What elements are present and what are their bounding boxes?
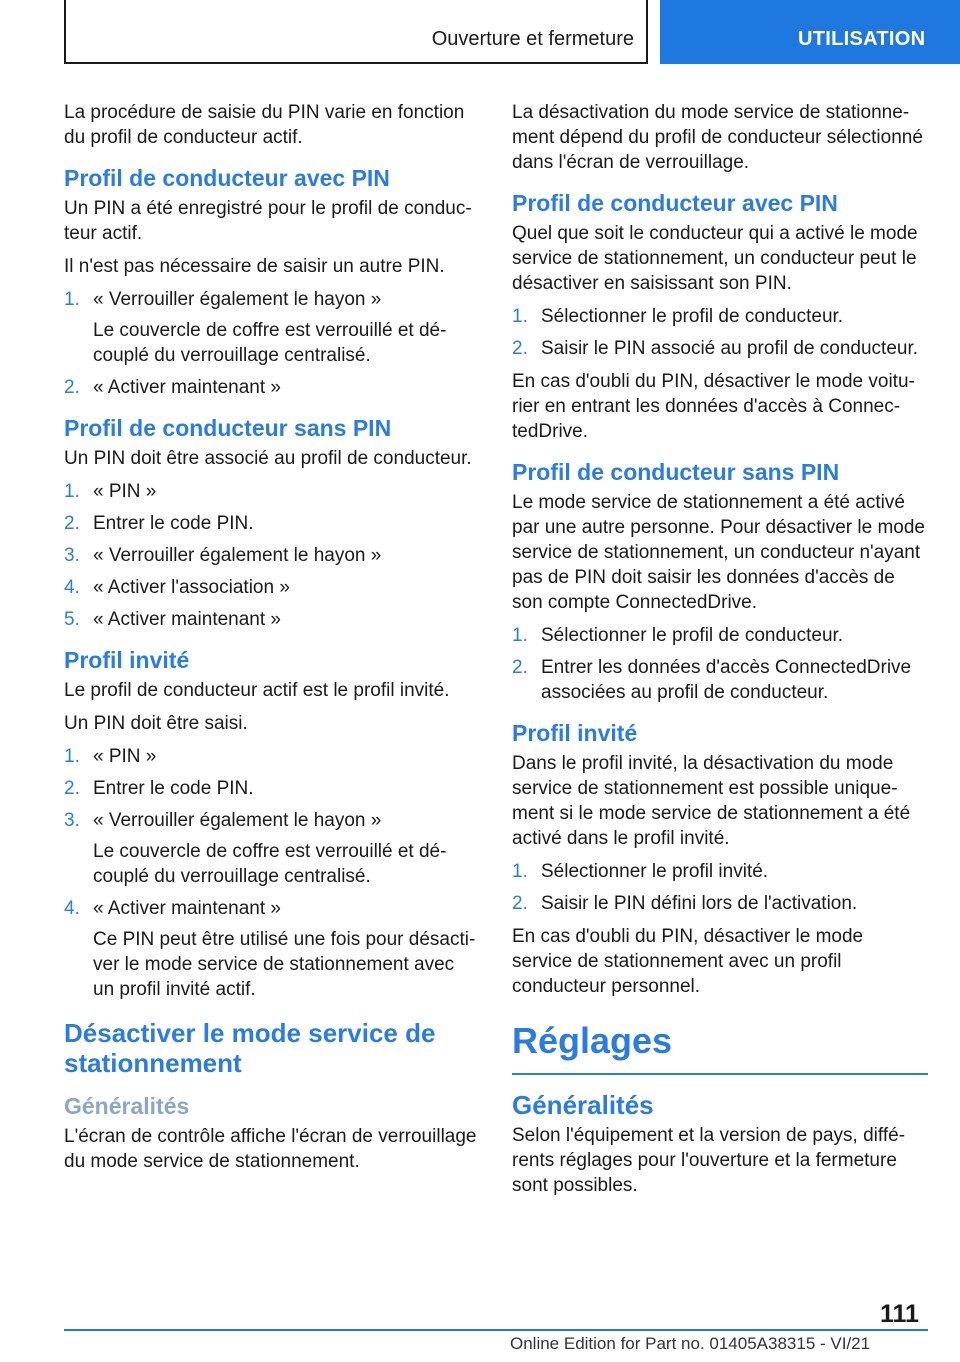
heading-generalites: Généralités <box>64 1093 190 1119</box>
steps-invite <box>64 744 480 1002</box>
step-text: Saisir le PIN associé au profil de conducteur. <box>541 338 919 359</box>
list-item <box>64 896 480 1002</box>
paragraph: En cas d'oubli du PIN, désactiver le mode service de stationnement avec un profil conducteur personnel. <box>512 926 864 997</box>
step-text: « Activer l'association » <box>93 577 290 598</box>
step-number: 2. <box>64 377 80 398</box>
step-number: 3. <box>64 545 80 566</box>
steps-invite <box>512 859 928 916</box>
heading-invite: Profil invité <box>512 720 638 746</box>
step-text: Sélectionner le profil invité. <box>541 861 769 882</box>
heading-desactiver: Désactiver le mode service de stationnement <box>64 1018 436 1078</box>
step-number: 1. <box>512 625 528 646</box>
step-text: « Verrouiller également le hayon » <box>93 810 382 831</box>
step-note: Ce PIN peut être utilisé une fois pour désactiver le mode service de stationnement avec un profil invité actif. <box>93 929 476 1000</box>
list-item <box>64 287 480 368</box>
paragraph: Le mode service de stationnement a été activé par une autre personne. Pour désactiver le mode service de stationnement, un conducteur n'ayant pas de PIN doit saisir les données d'accès de son compte ConnectedDrive. <box>512 492 925 613</box>
step-number: 4. <box>64 898 80 919</box>
list-item <box>512 859 928 884</box>
step-number: 2. <box>512 893 528 914</box>
left-column <box>64 100 480 1182</box>
step-note: Le couvercle de coffre est verrouillé et découplé du verrouillage centralisé. <box>93 841 447 887</box>
list-item <box>64 744 480 769</box>
steps-avec-pin <box>64 287 480 400</box>
list-item <box>64 607 480 632</box>
heading-invite: Profil invité <box>64 647 190 673</box>
step-number: 3. <box>64 810 80 831</box>
paragraph: Dans le profil invité, la désactivation du mode service de stationnement est possible uniquement si le mode service de stationnement a été activé dans le profil invité. <box>512 753 911 849</box>
steps-avec-pin <box>512 304 928 361</box>
list-item <box>64 479 480 504</box>
step-text: « PIN » <box>93 481 157 502</box>
step-number: 2. <box>512 338 528 359</box>
steps-sans-pin <box>64 479 480 632</box>
step-text: Entrer les données d'accès ConnectedDrive associées au profil de conducteur. <box>541 657 912 703</box>
footer-edition: Online Edition for Part no. 01405A38315 - VI/21 <box>510 1334 871 1353</box>
step-number: 2. <box>64 778 80 799</box>
header-section-box <box>64 0 648 64</box>
step-text: « Activer maintenant » <box>93 377 281 398</box>
step-number: 1. <box>64 289 80 310</box>
right-column <box>512 100 928 1206</box>
steps-sans-pin <box>512 623 928 705</box>
heading-avec-pin: Profil de conducteur avec PIN <box>64 165 390 191</box>
list-item <box>512 336 928 361</box>
step-text: « Activer maintenant » <box>93 609 281 630</box>
heading-sans-pin: Profil de conducteur sans PIN <box>512 459 840 485</box>
step-text: « Verrouiller également le hayon » <box>93 289 382 310</box>
page-number: 111 <box>880 1300 919 1328</box>
step-number: 1. <box>64 746 80 767</box>
step-text: Saisir le PIN défini lors de l'activation. <box>541 893 858 914</box>
header-section-title: Ouverture et fermeture <box>431 28 634 50</box>
list-item <box>64 808 480 889</box>
step-text: Entrer le code PIN. <box>93 778 254 799</box>
step-number: 4. <box>64 577 80 598</box>
list-item <box>512 623 928 648</box>
list-item <box>512 891 928 916</box>
step-text: Entrer le code PIN. <box>93 513 254 534</box>
step-number: 5. <box>64 609 80 630</box>
step-text: Sélectionner le profil de conducteur. <box>541 625 844 646</box>
paragraph: Un PIN doit être associé au profil de conducteur. <box>64 448 472 469</box>
paragraph: En cas d'oubli du PIN, désactiver le mode voiturier en entrant les données d'accès à ConnectedDrive. <box>512 371 915 442</box>
paragraph: Selon l'équipement et la version de pays, différents réglages pour l'ouverture et la fermeture sont possibles. <box>512 1125 906 1196</box>
paragraph: Il n'est pas nécessaire de saisir un autre PIN. <box>64 256 445 277</box>
list-item <box>64 575 480 600</box>
list-item <box>64 375 480 400</box>
paragraph: L'écran de contrôle affiche l'écran de verrouillage du mode service de stationnement. <box>64 1126 477 1172</box>
footer-divider <box>64 1329 928 1331</box>
intro-paragraph: La procédure de saisie du PIN varie en fonction du profil de conducteur actif. <box>64 102 465 148</box>
paragraph: Le profil de conducteur actif est le profil invité. <box>64 680 450 701</box>
list-item <box>512 655 928 705</box>
header-chapter-title: UTILISATION <box>798 28 926 50</box>
list-item <box>64 776 480 801</box>
heading-avec-pin: Profil de conducteur avec PIN <box>512 190 838 216</box>
intro-paragraph: La désactivation du mode service de stationnement dépend du profil de conducteur sélectionné dans l'écran de verrouillage. <box>512 102 923 173</box>
list-item <box>64 511 480 536</box>
heading-generalites: Généralités <box>512 1090 654 1120</box>
heading-sans-pin: Profil de conducteur sans PIN <box>64 415 392 441</box>
step-number: 1. <box>512 861 528 882</box>
list-item <box>64 543 480 568</box>
step-text: Sélectionner le profil de conducteur. <box>541 306 844 327</box>
paragraph: Un PIN a été enregistré pour le profil de conducteur actif. <box>64 198 472 244</box>
step-text: « Verrouiller également le hayon » <box>93 545 382 566</box>
paragraph: Quel que soit le conducteur qui a activé le mode service de stationnement, un conducteur peut le désactiver en saisissant son PIN. <box>512 223 918 294</box>
list-item <box>512 304 928 329</box>
paragraph: Un PIN doit être saisi. <box>64 713 248 734</box>
heading-reglages: Réglages <box>512 1019 928 1075</box>
step-text: « PIN » <box>93 746 157 767</box>
header-chapter-tab <box>660 0 960 64</box>
step-number: 2. <box>64 513 80 534</box>
step-text: « Activer maintenant » <box>93 898 281 919</box>
step-number: 2. <box>512 657 528 678</box>
step-number: 1. <box>64 481 80 502</box>
step-number: 1. <box>512 306 528 327</box>
step-note: Le couvercle de coffre est verrouillé et découplé du verrouillage centralisé. <box>93 320 447 366</box>
